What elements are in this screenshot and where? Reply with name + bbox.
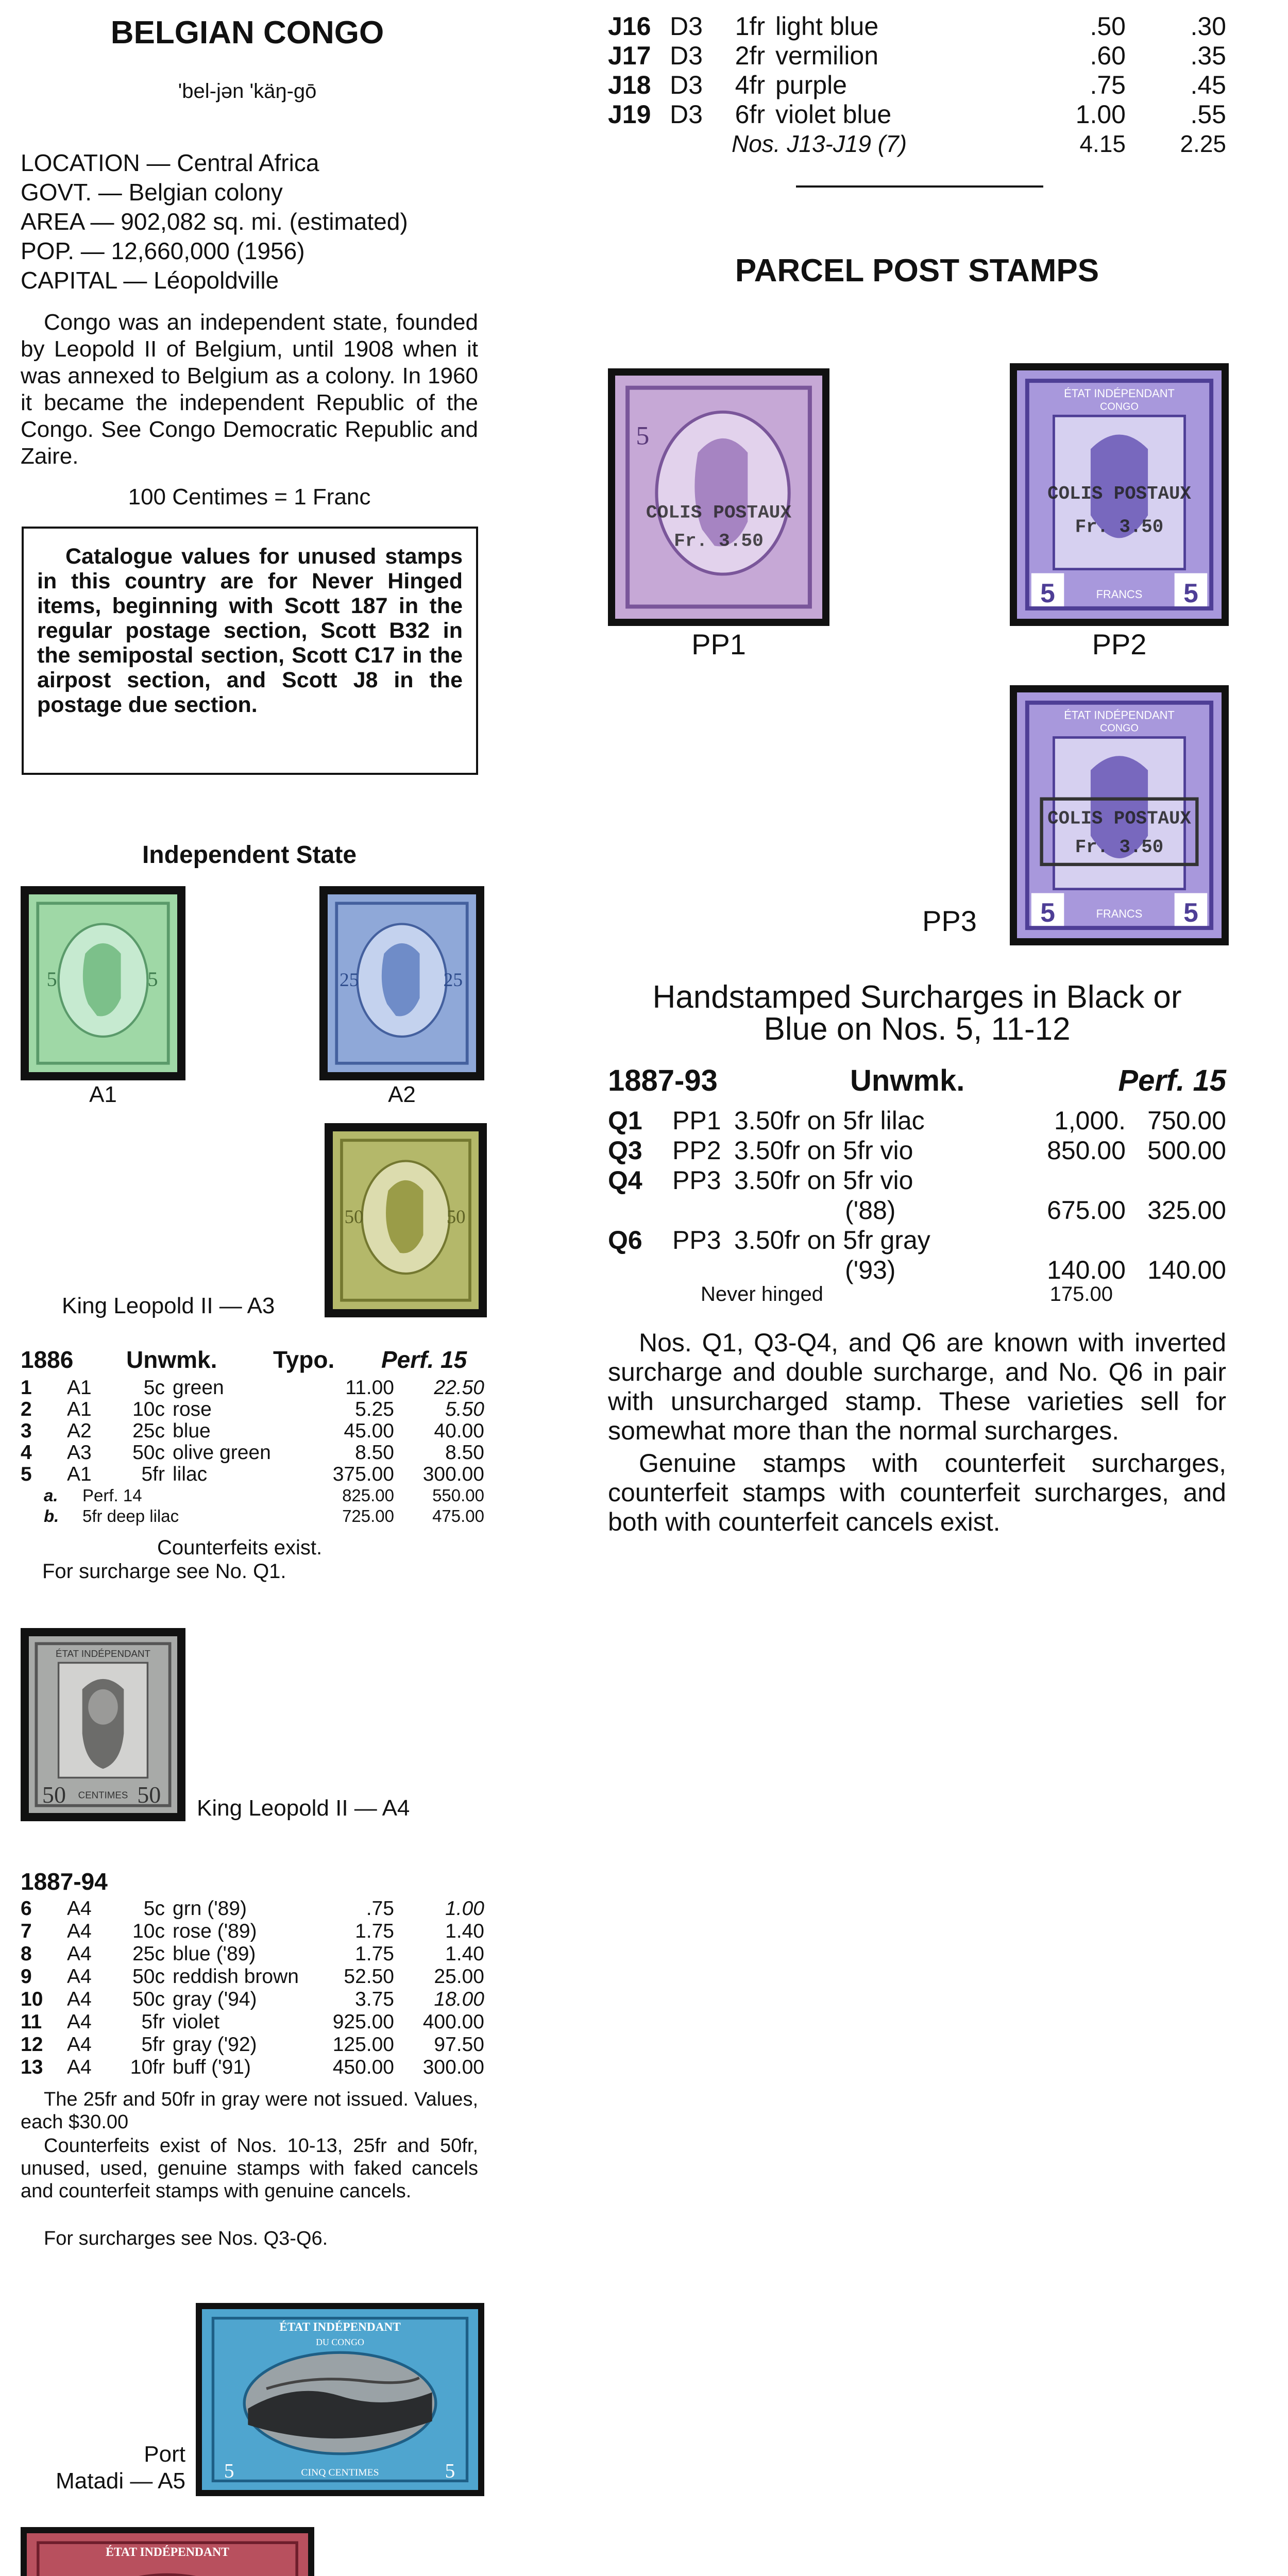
- design-type: A1: [67, 1463, 92, 1485]
- design-type: A2: [67, 1420, 92, 1442]
- parcel-post-never-hinged: [608, 1283, 1226, 1309]
- value-unused: 375.00: [332, 1463, 394, 1485]
- stamp-pp3-surcharge: Fr. 3.50: [1075, 837, 1164, 858]
- design-type: A4: [67, 1988, 92, 2010]
- value-used: .55: [1190, 100, 1226, 129]
- stamp-a3-image: [325, 1123, 487, 1317]
- info-government: GOVT. — Belgian colony: [21, 179, 283, 206]
- value-used: 5.50: [445, 1398, 484, 1420]
- value-unused: .75: [1090, 71, 1126, 99]
- design-type: A1: [67, 1377, 92, 1399]
- stamp-color: lilac: [173, 1463, 208, 1485]
- catalogue-number: J19: [608, 100, 651, 129]
- value-unused: 1.75: [355, 1943, 394, 1965]
- stamp-a5-art: [202, 2309, 478, 2490]
- notice-text: Catalogue values for unused stamps in this country are for Never Hinged items, beginning with Scott 187 in the regular postage section, Scott B32 in the semipostal section, Scott C17 in the airpost section, and Scott J8 in the postage due section.: [37, 544, 463, 717]
- stamp-pp1-image: [608, 368, 829, 626]
- stamp-pp3-overprint: COLIS POSTAUX: [1047, 808, 1191, 829]
- stamp-color: rose ('89): [173, 1920, 257, 1942]
- stamp-pp2-value-left: 5: [1040, 578, 1055, 608]
- stamp-pp1-surcharge: Fr. 3.50: [674, 530, 764, 552]
- stamp-color: purple: [775, 71, 847, 99]
- denomination: 5c: [143, 1897, 165, 1920]
- denomination: 5fr: [141, 1463, 165, 1485]
- stamp-color: light blue: [775, 12, 879, 41]
- postage-due-total: [608, 130, 1226, 161]
- value-used: 1.00: [445, 1897, 484, 1920]
- value-used: .30: [1190, 12, 1226, 41]
- never-hinged-value: 175.00: [1049, 1283, 1113, 1306]
- denomination: 50c: [132, 1988, 165, 2010]
- stamp-a4-centimes: CENTIMES: [78, 1789, 128, 1801]
- caption-a5-line2: Matadi — A5: [56, 2468, 185, 2494]
- denomination: 5fr: [141, 2033, 165, 2056]
- stamp-a6-image: [21, 2527, 314, 2576]
- stamp-a6-top-text: ÉTAT INDÉPENDANT: [106, 2545, 229, 2559]
- catalogue-number: 10: [21, 1988, 43, 2010]
- denomination: 5c: [143, 1377, 165, 1399]
- denomination: 25c: [132, 1420, 165, 1442]
- design-type: A4: [67, 1920, 92, 1942]
- value-unused: 925.00: [332, 2011, 394, 2033]
- stamp-pp2-art: [1017, 370, 1222, 619]
- catalogue-number: 8: [21, 1943, 32, 1965]
- intro-paragraph: Congo was an independent state, founded by Leopold II of Belgium, until 1908 when it was annexed to Belgium as a colony. In 1960 it became the independent Republic of the Congo. See Congo Democratic Republic and Zaire.: [21, 310, 478, 469]
- value-used: .35: [1190, 41, 1226, 70]
- value-unused: .60: [1090, 41, 1126, 70]
- stamp-a5-image: [196, 2303, 484, 2496]
- catalogue-number: J17: [608, 41, 651, 70]
- stamp-a5-value-left: 5: [224, 2460, 234, 2482]
- postage-due-total-unused: 4.15: [1079, 130, 1126, 157]
- page-title: BELGIAN CONGO: [110, 15, 384, 50]
- denomination: 2fr: [735, 41, 765, 70]
- stamp-pp2-sub-text: CONGO: [1100, 401, 1139, 413]
- caption-a2: A2: [388, 1082, 416, 1107]
- catalogue-number: 3: [21, 1420, 32, 1442]
- issue-1886-note-surcharge: For surcharge see No. Q1.: [42, 1560, 286, 1583]
- value-used: 8.50: [445, 1442, 484, 1464]
- design-type: D3: [670, 71, 703, 99]
- catalogue-number: 11: [21, 2011, 42, 2033]
- parcel-post-year: 1887-93: [608, 1064, 718, 1097]
- design-type: A4: [67, 1965, 92, 1988]
- denomination: 10c: [132, 1398, 165, 1420]
- stamp-pp3-top-text: ÉTAT INDÉPENDANT: [1064, 708, 1175, 722]
- stamp-color: green: [173, 1377, 224, 1399]
- value-used: 97.50: [434, 2033, 484, 2056]
- issue-1887-year: 1887-94: [21, 1868, 108, 1895]
- stamp-a6-art: [27, 2533, 308, 2576]
- value-used: 22.50: [434, 1377, 484, 1399]
- stamp-color: grn ('89): [173, 1897, 247, 1920]
- parcel-post-header: [608, 1063, 1226, 1099]
- stamp-pp2-top-text: ÉTAT INDÉPENDANT: [1064, 387, 1175, 400]
- stamp-a5-sub-text: DU CONGO: [316, 2337, 364, 2348]
- value-unused: 5.25: [355, 1398, 394, 1420]
- stamp-color: violet blue: [775, 100, 892, 129]
- design-type: A4: [67, 1897, 92, 1920]
- stamp-pp2-image: [1010, 363, 1229, 626]
- stamp-a3-art: [333, 1131, 479, 1309]
- denomination: 50c: [132, 1965, 165, 1988]
- catalogue-number: 4: [21, 1442, 32, 1464]
- catalogue-number: 9: [21, 1965, 32, 1988]
- catalogue-number: J18: [608, 71, 651, 99]
- stamp-a1-art: [29, 894, 177, 1072]
- stamp-pp3-value-right: 5: [1183, 897, 1198, 928]
- stamp-a5-value-right: 5: [445, 2460, 455, 2482]
- issue-1886-note-counterfeits: Counterfeits exist.: [157, 1536, 323, 1559]
- section-divider: [796, 185, 1043, 188]
- stamp-a3-value-right: 50: [446, 1206, 466, 1228]
- caption-a3: King Leopold II — A3: [62, 1293, 275, 1318]
- caption-pp1: PP1: [691, 628, 746, 660]
- parcel-post-note-varieties: Nos. Q1, Q3-Q4, and Q6 are known with inverted surcharge and double surcharge, and No. Q6 in pair with unsurcharged stamp. These varieties sell for somewhat more than the normal surcharges.: [608, 1328, 1226, 1445]
- design-type: A4: [67, 2011, 92, 2033]
- caption-a5: [21, 2441, 185, 2495]
- value-used: 40.00: [434, 1420, 484, 1442]
- value-unused: 45.00: [344, 1420, 394, 1442]
- info-area: AREA — 902,082 sq. mi. (estimated): [21, 208, 408, 235]
- stamp-a4-top-text: ÉTAT INDÉPENDANT: [56, 1648, 150, 1659]
- stamp-a3-value-left: 50: [344, 1206, 364, 1228]
- stamp-pp2-surcharge: Fr. 3.50: [1075, 516, 1164, 538]
- info-location: LOCATION — Central Africa: [21, 149, 319, 176]
- denomination: 10fr: [130, 2056, 165, 2078]
- stamp-a1-value-right: 5: [147, 968, 158, 991]
- value-unused: 450.00: [332, 2056, 394, 2078]
- denomination: 10c: [132, 1920, 165, 1942]
- denomination: 4fr: [735, 71, 765, 99]
- stamp-a4-value-left: 50: [42, 1782, 66, 1808]
- stamp-pp1-value: 5: [636, 421, 650, 451]
- stamp-color: rose: [173, 1398, 212, 1420]
- issue-1886-printing: Typo.: [273, 1346, 335, 1373]
- design-type: D3: [670, 100, 703, 129]
- design-type: A4: [67, 1943, 92, 1965]
- stamp-a2-art: [328, 894, 476, 1072]
- denomination: 6fr: [735, 100, 765, 129]
- parcel-post-watermark: Unwmk.: [850, 1064, 965, 1097]
- stamp-color: vermilion: [775, 41, 879, 70]
- stamp-pp3-image: [1010, 685, 1229, 945]
- stamp-a5-top-text: ÉTAT INDÉPENDANT: [279, 2320, 401, 2334]
- stamp-pp3-francs: FRANCS: [1096, 907, 1143, 921]
- design-type: A3: [67, 1442, 92, 1464]
- stamp-a4-image: [21, 1628, 185, 1821]
- pronunciation: 'bel-jən 'käŋ-gō: [178, 80, 317, 103]
- catalogue-number: J16: [608, 12, 651, 41]
- postage-due-total-used: 2.25: [1180, 130, 1226, 157]
- catalogue-number: 6: [21, 1897, 32, 1920]
- stamp-color: gray ('94): [173, 1988, 257, 2010]
- value-unused: 125.00: [332, 2033, 394, 2056]
- postage-due-total-label: Nos. J13-J19 (7): [732, 130, 907, 157]
- surcharge-heading: [608, 981, 1226, 1045]
- issue-1887-table: [21, 1897, 484, 2083]
- caption-a1: A1: [89, 1082, 117, 1107]
- value-unused: 11.00: [345, 1377, 394, 1399]
- value-used: 400.00: [422, 2011, 484, 2033]
- catalogue-number: 1: [21, 1377, 32, 1399]
- stamp-pp3-art: [1017, 692, 1222, 938]
- section-independent-state: Independent State: [142, 841, 357, 869]
- catalogue-number: 2: [21, 1398, 32, 1420]
- stamp-color: buff ('91): [173, 2056, 251, 2078]
- parcel-post-table: Q1 PP1 3.50fr on 5fr lilac 1,000. 750.00 Q3 PP2 3.50fr on 5fr vio 850.00 500.00 Q4 PP3 3.50fr on 5fr vio ('88) 675.00 325.00 Q6 PP3 3.50fr on 5fr gray ('93) 140.00 140.00: [608, 1106, 1226, 1284]
- issue-1887-note-not-issued: The 25fr and 50fr in gray were not issued. Values, each $30.00: [21, 2089, 478, 2133]
- issue-1887-note-counterfeits: Counterfeits exist of Nos. 10-13, 25fr and 50fr, unused, used, genuine stamps with faked cancels and counterfeit stamps with genuine cancels.: [21, 2135, 478, 2202]
- info-population: POP. — 12,660,000 (1956): [21, 238, 305, 264]
- value-used: 1.40: [445, 1943, 484, 1965]
- issue-1886-header: [21, 1346, 484, 1377]
- surcharge-heading-line2: Blue on Nos. 5, 11-12: [764, 1011, 1071, 1047]
- value-used: 25.00: [434, 1965, 484, 1988]
- issue-1887-note-surcharges: For surcharges see Nos. Q3-Q6.: [44, 2228, 328, 2249]
- value-used: 300.00: [422, 1463, 484, 1485]
- catalogue-number: 13: [21, 2056, 43, 2078]
- info-capital: CAPITAL — Léopoldville: [21, 267, 279, 294]
- design-type: A1: [67, 1398, 92, 1420]
- parcel-post-perf: Perf. 15: [1118, 1064, 1226, 1097]
- stamp-pp1-overprint: COLIS POSTAUX: [646, 502, 792, 523]
- design-type: A4: [67, 2033, 92, 2056]
- value-unused: 1.75: [355, 1920, 394, 1942]
- design-type: D3: [670, 41, 703, 70]
- value-used: 18.00: [434, 1988, 484, 2010]
- parcel-post-note-counterfeits: Genuine stamps with counterfeit surcharges, counterfeit stamps with counterfeit surcharges, and both with counterfeit cancels exist.: [608, 1449, 1226, 1536]
- denomination: 1fr: [735, 12, 765, 41]
- design-type: A4: [67, 2056, 92, 2078]
- issue-1886-perf: Perf. 15: [381, 1346, 467, 1373]
- notice-box: [22, 527, 478, 775]
- stamp-pp1-art: [615, 376, 822, 619]
- design-type: D3: [670, 12, 703, 41]
- stamp-pp3-value-left: 5: [1040, 897, 1055, 928]
- denomination: 50c: [132, 1442, 165, 1464]
- issue-1886-subvarieties: a. Perf. 14 825.00 550.00 b. 5fr deep lilac 725.00 475.00: [44, 1486, 484, 1526]
- value-used: .45: [1190, 71, 1226, 99]
- stamp-a5-bottom-text: CINQ CENTIMES: [301, 2467, 379, 2478]
- stamp-a2-value-left: 25: [340, 970, 359, 991]
- stamp-a2-image: [319, 886, 484, 1080]
- value-unused: .75: [366, 1897, 394, 1920]
- stamp-a2-value-right: 25: [443, 970, 463, 991]
- stamp-color: olive green: [173, 1442, 271, 1464]
- stamp-a4-art: [29, 1636, 177, 1813]
- value-used: 300.00: [422, 2056, 484, 2078]
- stamp-color: violet: [173, 2011, 220, 2033]
- value-unused: 52.50: [344, 1965, 394, 1988]
- surcharge-heading-line1: Handstamped Surcharges in Black or: [652, 979, 1182, 1015]
- stamp-color: gray ('92): [173, 2033, 257, 2056]
- stamp-a1-value-left: 5: [46, 968, 57, 991]
- country-info: [21, 148, 484, 295]
- currency-line: 100 Centimes = 1 Franc: [128, 484, 371, 510]
- catalogue-number: 12: [21, 2033, 43, 2056]
- value-unused: .50: [1090, 12, 1126, 41]
- issue-1886-table: [21, 1377, 484, 1495]
- catalogue-number: 7: [21, 1920, 32, 1942]
- stamp-a1-image: [21, 886, 185, 1080]
- denomination: 5fr: [141, 2011, 165, 2033]
- postage-due-table: [608, 11, 1226, 130]
- issue-1886-year: 1886: [21, 1346, 74, 1373]
- caption-a4: King Leopold II — A4: [197, 1795, 410, 1821]
- stamp-pp2-overprint: COLIS POSTAUX: [1047, 483, 1191, 505]
- denomination: 25c: [132, 1943, 165, 1965]
- value-unused: 8.50: [355, 1442, 394, 1464]
- value-unused: 3.75: [355, 1988, 394, 2010]
- parcel-post-heading: PARCEL POST STAMPS: [735, 253, 1099, 289]
- stamp-color: blue ('89): [173, 1943, 256, 1965]
- value-unused: 1.00: [1075, 100, 1126, 129]
- stamp-color: blue: [173, 1420, 211, 1442]
- stamp-pp3-sub-text: CONGO: [1100, 722, 1139, 734]
- stamp-pp2-value-right: 5: [1183, 578, 1198, 608]
- stamp-a4-value-right: 50: [137, 1782, 161, 1808]
- never-hinged-label: Never hinged: [701, 1283, 823, 1306]
- caption-pp3: PP3: [922, 905, 977, 937]
- stamp-color: reddish brown: [173, 1965, 299, 1988]
- caption-a5-line1: Port: [144, 2442, 185, 2467]
- value-used: 1.40: [445, 1920, 484, 1942]
- issue-1886-watermark: Unwmk.: [126, 1346, 217, 1373]
- catalogue-number: 5: [21, 1463, 32, 1485]
- stamp-pp2-francs: FRANCS: [1096, 587, 1143, 601]
- caption-pp2: PP2: [1092, 628, 1147, 660]
